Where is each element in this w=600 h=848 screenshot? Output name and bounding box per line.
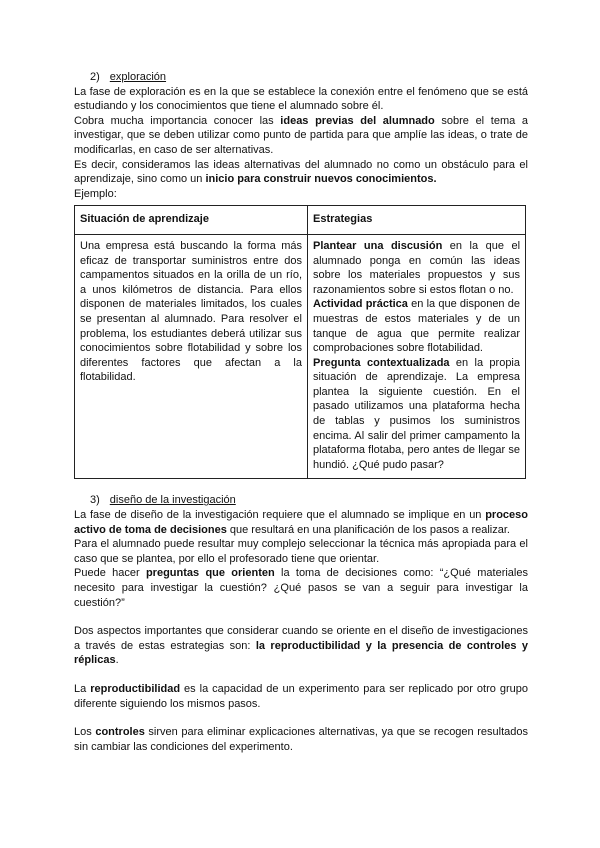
section-title: diseño de la investigación xyxy=(109,494,236,507)
table-cell-situacion: Una empresa está buscando la forma más eficaz de transportar suministros entre dos campamentos situados en la orilla de un río, a unos kilómetros de distancia. Para ellos disponen de materiales limitados, los cuales se presentan al alumnado. Para resolver el problema, los estudiantes deberá utilizar sus conocimientos sobre flotabilidad y sobre los diferentes factores que afectan a la flotabilidad. xyxy=(75,234,308,479)
section-3-heading xyxy=(90,493,528,508)
section-number: 3) xyxy=(90,494,100,507)
paragraph: Los controles sirven para eliminar explicaciones alternativas, ya que se recogen resultados sin cambiar las condiciones del experimento. xyxy=(74,726,528,753)
strategy-item: Pregunta contextualizada en la propia situación de aprendizaje. La empresa plantea la siguiente cuestión. En el pasado utilizamos una plataforma hecha de tablas y pusimos los suministros encima. Al salir del primer campamento la plataforma flotaba, pero antes de llegar se hundió. ¿Qué pudo pasar? xyxy=(313,356,520,471)
section-title: exploración xyxy=(109,71,167,83)
document-page xyxy=(74,70,528,754)
strategy-item: Actividad práctica en la que disponen de muestras de estos materiales y de un tanque de agua que permite realizar comprobaciones sobre flotabilidad. xyxy=(313,298,520,355)
table-header-estrategias: Estrategias xyxy=(308,206,526,235)
table-header-situacion: Situación de aprendizaje xyxy=(75,206,308,235)
paragraph: Cobra mucha importancia conocer las ideas previas del alumnado sobre el tema a investigar, que se deben utilizar como punto de partida para que amplíe las ideas, o trate de modificarlas, en caso de ser alternativas. xyxy=(74,114,529,156)
example-table xyxy=(74,205,526,479)
paragraph: La fase de diseño de la investigación requiere que el alumnado se implique en un proceso activo de toma de decisiones que resultará en una planificación de los pasos a realizar. xyxy=(74,509,528,536)
paragraph: Para el alumnado puede resultar muy complejo seleccionar la técnica más apropiada para el caso que se plantea, por ello el profesorado tiene que orientar. xyxy=(74,538,528,565)
section-2-heading xyxy=(90,70,528,85)
paragraph: Es decir, consideramos las ideas alternativas del alumnado no como un obstáculo para el aprendizaje, sino como un inicio para construir nuevos conocimientos. xyxy=(74,158,528,186)
section-number: 2) xyxy=(90,71,100,83)
example-label: Ejemplo: xyxy=(74,187,117,200)
paragraph: La reproductibilidad es la capacidad de un experimento para ser replicado por otro grupo diferente siguiendo los mismos pasos. xyxy=(74,682,528,710)
paragraph: La fase de exploración es en la que se establece la conexión entre el fenómeno que se está estudiando y los conocimientos que tiene el alumnado sobre él. xyxy=(74,85,528,113)
paragraph: Dos aspectos importantes que considerar cuando se oriente en el diseño de investigaciones a través de estas estrategias son: la reproductibilidad y la presencia de controles y réplicas. xyxy=(74,625,528,667)
table-cell-estrategias xyxy=(308,234,526,479)
paragraph: Puede hacer preguntas que orienten la toma de decisiones como: “¿Qué materiales necesito para investigar la cuestión? ¿Qué pasos se van a seguir para investigar la cuestión?” xyxy=(74,567,528,609)
strategy-item: Plantear una discusión en la que el alumnado ponga en común las ideas sobre los materiales propuestos y sus razonamientos sobre si estos flotan o no. xyxy=(313,239,521,296)
